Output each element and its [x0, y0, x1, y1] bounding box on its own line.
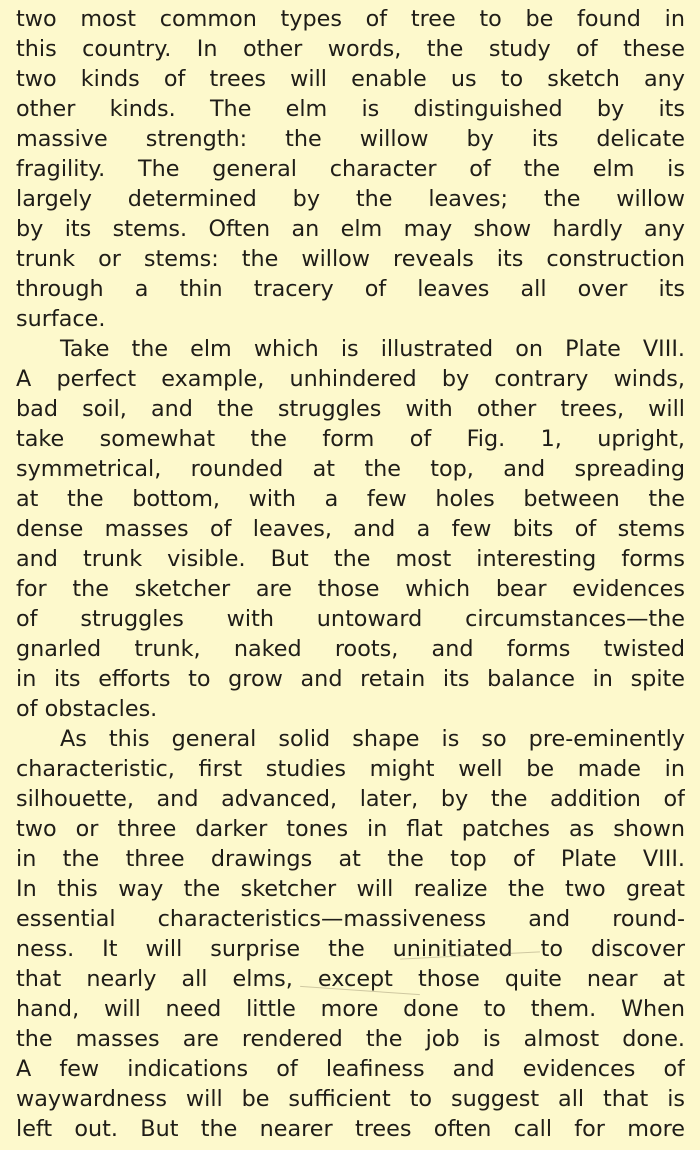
text-line: A perfect example, unhindered by contrary winds, — [16, 366, 685, 392]
text-line: As this general solid shape is so pre-eminently — [60, 726, 685, 752]
text-line: in the three drawings at the top of Plate VIII. — [16, 846, 685, 872]
text-line: largely determined by the leaves; the willow — [16, 186, 685, 212]
text-line: silhouette, and advanced, later, by the addition of — [16, 786, 685, 812]
text-line: and trunk visible. But the most interesting forms — [16, 546, 685, 572]
text-line: in its efforts to grow and retain its balance in spite — [16, 666, 685, 692]
text-line: essential characteristics—massiveness and round- — [16, 906, 685, 932]
paragraph-2 — [16, 334, 685, 724]
text-line: gnarled trunk, naked roots, and forms twisted — [16, 636, 685, 662]
text-line: waywardness will be sufficient to suggest all that is — [16, 1086, 685, 1112]
text-line: for the sketcher are those which bear evidences — [16, 576, 685, 602]
text-line: A few indications of leafiness and evidences of — [16, 1056, 685, 1082]
text-line: massive strength: the willow by its delicate — [16, 126, 685, 152]
text-line: bad soil, and the struggles with other trees, will — [16, 396, 685, 422]
text-line: by its stems. Often an elm may show hardly any — [16, 216, 685, 242]
text-line: this country. In other words, the study of these — [16, 36, 685, 62]
text-line: ness. It will surprise the uninitiated to discover — [16, 936, 685, 962]
text-line: two most common types of tree to be found in — [16, 6, 685, 32]
text-line: surface. — [16, 306, 106, 332]
text-line: two or three darker tones in flat patches as shown — [16, 816, 685, 842]
text-line: at the bottom, with a few holes between the — [16, 486, 685, 512]
text-line: In this way the sketcher will realize the two great — [16, 876, 685, 902]
text-line: characteristic, first studies might well be made in — [16, 756, 685, 782]
text-line: Take the elm which is illustrated on Plate VIII. — [60, 336, 685, 362]
text-line: hand, will need little more done to them. When — [16, 996, 685, 1022]
text-line: through a thin tracery of leaves all over its — [16, 276, 685, 302]
text-line: of obstacles. — [16, 696, 158, 722]
text-line: left out. But the nearer trees often call for more — [16, 1116, 685, 1142]
text-line: fragility. The general character of the elm is — [16, 156, 685, 182]
text-line: dense masses of leaves, and a few bits of stems — [16, 516, 685, 542]
page-body — [16, 4, 685, 1144]
paragraph-1 — [16, 4, 685, 334]
text-line: of struggles with untoward circumstances—the — [16, 606, 685, 632]
text-line: trunk or stems: the willow reveals its construction — [16, 246, 685, 272]
paragraph-3 — [16, 724, 685, 1144]
text-line: symmetrical, rounded at the top, and spreading — [16, 456, 685, 482]
text-line: take somewhat the form of Fig. 1, upright, — [16, 426, 685, 452]
text-line: two kinds of trees will enable us to sketch any — [16, 66, 685, 92]
text-line: that nearly all elms, except those quite near at — [16, 966, 685, 992]
text-line: other kinds. The elm is distinguished by its — [16, 96, 685, 122]
text-line: the masses are rendered the job is almost done. — [16, 1026, 685, 1052]
